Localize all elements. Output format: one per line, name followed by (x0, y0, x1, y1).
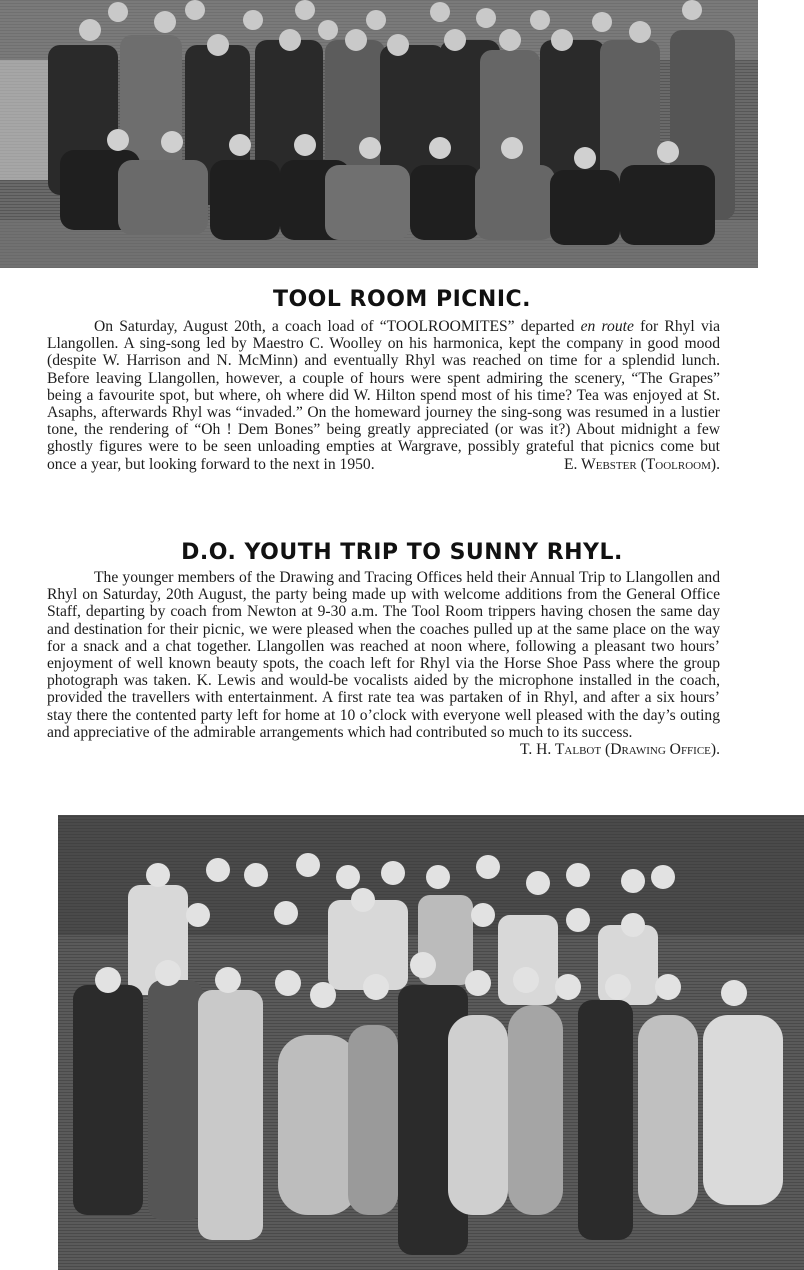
article-text-start: On Saturday, August 20th, a coach load of “TOOLROOMITES” departed (94, 318, 581, 335)
toolroom-photo-figures (0, 0, 758, 268)
article-text-rest: for Rhyl via Llangollen. A sing-song led by Maestro C. Woolley on his harmonica, kept the company in good mood (despite W. Harrison and N. McMinn) and eventually Rhyl was reached on time for a splendid lunch. Before leaving Llangollen, however, a couple of hours were spent admiring the scenery, “The Grapes” being a favourite spot, but where, oh where did W. Hilton spend most of his time? Tea was enjoyed at St. Asaphs, afterwards Rhyl was “invaded.” On the homeward journey the sing-song was resumed in a lustier tone, the rendering of “Oh ! Dem Bones” being greatly appreciated (or was it?) About midnight a few ghostly figures were to be seen unloading empties at Wargrave, possibly grateful that picnics come but once a year, but looking forward to the next in 1950. (47, 318, 720, 473)
drawing-office-photo-figures (58, 815, 804, 1270)
article-signature: E. Webster (Toolroom). (563, 455, 720, 473)
article-title-do-youth-trip: D.O. YOUTH TRIP TO SUNNY RHYL. (181, 540, 623, 565)
article-body-do-youth-trip (47, 569, 720, 758)
article-text: The younger members of the Drawing and Tracing Offices held their Annual Trip to Llangollen and Rhyl on Saturday, 20th August, the party being made up with welcome additions from the General Office Staff, departing by coach from Newton at 9-30 a.m. The Tool Room trippers having chosen the same day and destination for their picnic, we were pleased when the coaches pulled up at the same place on the way for a snack and a chat together. Llangollen was reached at noon where, following a pleasant two hours’ enjoyment of well known beauty spots, the coach left for Rhyl via the Horse Shoe Pass where the group photograph was taken. K. Lewis and would-be vocalists aided by the microphone installed in the coach, provided the travellers with entertainment. A first rate tea was partaken of in Rhyl, and after a six hours’ stay there the contented party left for home at 10 o’clock with everyone well pleased with the day’s outing and appreciative of the admirable arrangements which had contributed so much to its success. (47, 569, 720, 741)
article-title-tool-room-picnic: TOOL ROOM PICNIC. (272, 287, 532, 312)
article-body-tool-room-picnic (47, 318, 720, 473)
drawing-office-group-photo (58, 815, 804, 1270)
toolroom-group-photo (0, 0, 758, 268)
article-signature: T. H. Talbot (Drawing Office). (519, 741, 720, 759)
article-text-italic: en route (580, 318, 634, 335)
article-paragraph (47, 318, 720, 473)
article-paragraph (47, 569, 720, 759)
